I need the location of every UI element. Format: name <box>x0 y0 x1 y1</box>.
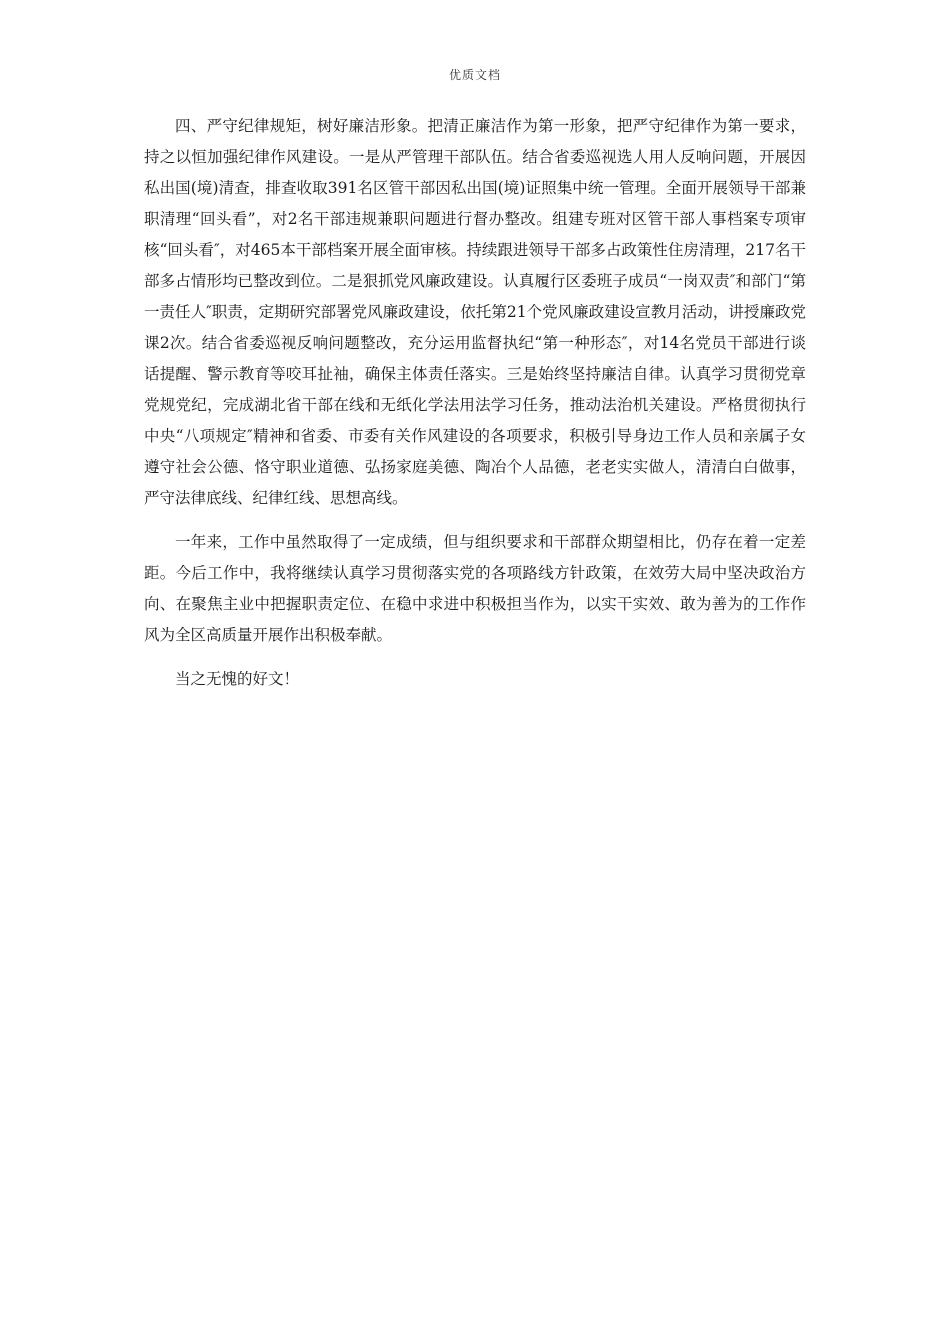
document-body <box>144 111 806 708</box>
paragraph-closing: 当之无愧的好文！ <box>175 670 300 688</box>
paragraph-summary: 一年来，工作中虽然取得了一定成绩，但与组织要求和干部群众期望相比，仍存在着一定差距。今后工作中，我将继续认真学习贯彻落实党的各项路线方针政策，在效劳大局中坚决政治方向、在聚焦主业中把握职责定位、在稳中求进中积极担当作为，以实干实效、敢为善为的工作作风为全区高质量开展作出积极奉献。 <box>144 533 806 644</box>
paragraph-discipline: 四、严守纪律规矩，树好廉洁形象。把清正廉洁作为第一形象，把严守纪律作为第一要求，持之以恒加强纪律作风建设。一是从严管理干部队伍。结合省委巡视选人用人反响问题，开展因私出国(境)清查，排查收取391名区管干部因私出国(境)证照集中统一管理。全面开展领导干部兼职清理“回头看”，对2名干部违规兼职问题进行督办整改。组建专班对区管干部人事档案专项审核“回头看″，对465本干部档案开展全面审核。持续跟进领导干部多占政策性住房清理，217名干部多占情形均已整改到位。二是狠抓党风廉政建设。认真履行区委班子成员“一岗双责″和部门“第一责任人″职责，定期研究部署党风廉政建设，依托第21个党风廉政建设宣教月活动，讲授廉政党课2次。结合省委巡视反响问题整改，充分运用监督执纪“第一种形态″，对14名党员干部进行谈话提醒、警示教育等咬耳扯袖，确保主体责任落实。三是始终坚持廉洁自律。认真学习贯彻党章党规党纪，完成湖北省干部在线和无纸化学法用法学习任务，推动法治机关建设。严格贯彻执行中央“八项规定″精神和省委、市委有关作风建设的各项要求，积极引导身边工作人员和亲属子女遵守社会公德、恪守职业道德、弘扬家庭美德、陶冶个人品德，老老实实做人，清清白白做事，严守法律底线、纪律红线、思想高线。 <box>144 117 806 507</box>
page-header: 优质文档 <box>448 68 501 82</box>
